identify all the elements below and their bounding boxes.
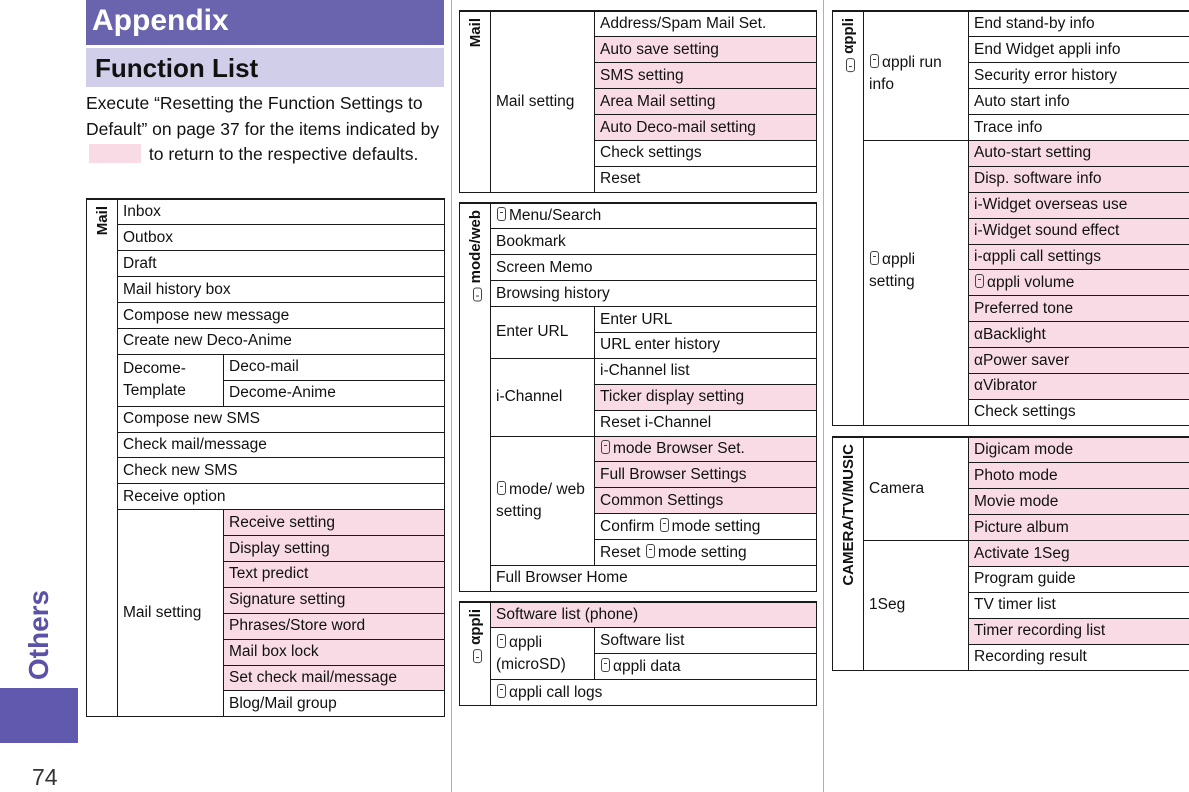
table-cell: End stand-by info	[969, 11, 1189, 37]
mail-function-table	[86, 198, 445, 717]
category-header: mode/web	[460, 203, 491, 591]
table-cell: Set check mail/message	[224, 665, 445, 691]
table-cell: Activate 1Seg	[969, 541, 1189, 567]
table-cell: Reset mode setting	[595, 540, 817, 566]
table-cell: Full Browser Settings	[595, 462, 817, 488]
table-cell: SMS setting	[595, 63, 817, 89]
table-cell: Trace info	[969, 115, 1189, 141]
table-cell: Bookmark	[491, 229, 817, 255]
docomo-i-mode-icon	[601, 440, 610, 454]
table-cell: αppli data	[595, 654, 817, 680]
table-cell: Photo mode	[969, 463, 1189, 489]
table-cell: Compose new SMS	[118, 406, 445, 432]
group-label: Mail setting	[491, 11, 595, 192]
docomo-i-mode-icon	[497, 684, 506, 698]
table-cell: Check new SMS	[118, 458, 445, 484]
table-cell: Ticker display setting	[595, 384, 817, 410]
side-tab	[0, 585, 78, 685]
docomo-i-mode-icon	[975, 274, 984, 288]
table-cell: Program guide	[969, 566, 1189, 592]
table-cell: αVibrator	[969, 373, 1189, 399]
table-cell: Recording result	[969, 644, 1189, 670]
table-cell: Screen Memo	[491, 255, 817, 281]
page-number: 74	[32, 764, 58, 790]
table-cell: Auto start info	[969, 89, 1189, 115]
intro-paragraph	[86, 91, 442, 168]
category-header: αppli	[833, 11, 864, 425]
group-label: Decome-Template	[118, 354, 224, 406]
subsection-title: Function List	[86, 48, 444, 87]
table-cell: mode Browser Set.	[595, 436, 817, 462]
docomo-i-mode-icon	[846, 58, 855, 72]
docomo-i-mode-icon	[646, 544, 655, 558]
table-cell: Address/Spam Mail Set.	[595, 11, 817, 37]
intro-text-2: to return to the respective defaults.	[148, 144, 419, 164]
side-tab-label: Others	[23, 589, 54, 681]
table-cell: Preferred tone	[969, 296, 1189, 322]
table-cell: Timer recording list	[969, 618, 1189, 644]
category-header: αppli	[460, 602, 491, 706]
table-cell: Auto-start setting	[969, 140, 1189, 166]
imode-web-table	[459, 202, 817, 592]
group-label: Camera	[864, 437, 969, 541]
table-cell: i-Channel list	[595, 358, 817, 384]
group-label: αppli run info	[864, 11, 969, 140]
table-cell: Text predict	[224, 561, 445, 587]
table-cell: End Widget appli info	[969, 37, 1189, 63]
table-cell: Outbox	[118, 225, 445, 251]
table-cell: Create new Deco-Anime	[118, 328, 445, 354]
highlight-swatch	[89, 144, 141, 163]
category-header: CAMERA/TV/MUSIC	[833, 437, 864, 670]
table-cell: Disp. software info	[969, 166, 1189, 192]
table-cell: i-αppli call settings	[969, 244, 1189, 270]
group-label: αppli (microSD)	[491, 628, 595, 680]
table-cell: αPower saver	[969, 348, 1189, 374]
table-cell: Auto save setting	[595, 37, 817, 63]
docomo-i-mode-icon	[870, 251, 879, 265]
camera-tv-music-table	[832, 436, 1189, 671]
docomo-i-mode-icon	[497, 634, 506, 648]
table-cell: i-Widget sound effect	[969, 218, 1189, 244]
table-cell: Movie mode	[969, 489, 1189, 515]
group-label: αppli setting	[864, 140, 969, 425]
group-label: 1Seg	[864, 541, 969, 670]
column-divider	[451, 0, 452, 792]
table-cell: αppli volume	[969, 270, 1189, 296]
table-cell: Check mail/message	[118, 432, 445, 458]
table-cell: Security error history	[969, 63, 1189, 89]
table-cell: Draft	[118, 251, 445, 277]
table-cell: Decome-Anime	[224, 380, 445, 406]
table-cell: Confirm mode setting	[595, 514, 817, 540]
group-label: mode/ web setting	[491, 436, 595, 565]
table-cell: αBacklight	[969, 322, 1189, 348]
table-cell: Receive setting	[224, 510, 445, 536]
mail-setting-table	[459, 10, 817, 193]
appli-table	[459, 601, 817, 706]
table-cell: Reset i-Channel	[595, 410, 817, 436]
docomo-i-mode-icon	[497, 207, 506, 221]
table-cell: TV timer list	[969, 592, 1189, 618]
intro-text-1: Execute “Resetting the Function Settings to Default” on page 37 for the items indicated by	[86, 93, 440, 139]
table-cell: Signature setting	[224, 587, 445, 613]
table-cell: Deco-mail	[224, 354, 445, 380]
category-header: Mail	[87, 199, 118, 717]
docomo-i-mode-icon	[660, 518, 669, 532]
table-cell: Auto Deco-mail setting	[595, 115, 817, 141]
side-tab-marker	[0, 688, 78, 743]
table-cell: αppli call logs	[491, 680, 817, 706]
table-cell: Picture album	[969, 515, 1189, 541]
docomo-i-mode-icon	[601, 658, 610, 672]
section-title: Appendix	[86, 0, 444, 45]
column-divider	[823, 0, 824, 792]
group-label: Enter URL	[491, 307, 595, 359]
table-cell: Receive option	[118, 484, 445, 510]
table-cell: Display setting	[224, 536, 445, 562]
table-cell: Enter URL	[595, 307, 817, 333]
table-cell: URL enter history	[595, 332, 817, 358]
table-cell: Mail history box	[118, 277, 445, 303]
table-cell: Common Settings	[595, 488, 817, 514]
table-cell: Phrases/Store word	[224, 613, 445, 639]
docomo-i-mode-icon	[870, 54, 879, 68]
category-header: Mail	[460, 11, 491, 192]
docomo-i-mode-icon	[473, 288, 482, 302]
table-cell: Software list (phone)	[491, 602, 817, 628]
table-cell: Mail box lock	[224, 639, 445, 665]
appli-info-table	[832, 10, 1189, 426]
table-cell: Area Mail setting	[595, 89, 817, 115]
table-cell: Browsing history	[491, 281, 817, 307]
docomo-i-mode-icon	[473, 649, 482, 663]
table-cell: Blog/Mail group	[224, 691, 445, 717]
table-cell: i-Widget overseas use	[969, 192, 1189, 218]
table-cell: Check settings	[595, 140, 817, 166]
group-label: i-Channel	[491, 358, 595, 436]
table-cell: Compose new message	[118, 303, 445, 329]
group-label: Mail setting	[118, 510, 224, 717]
table-cell: Inbox	[118, 199, 445, 225]
docomo-i-mode-icon	[497, 481, 506, 495]
table-cell: Reset	[595, 166, 817, 192]
table-cell: Full Browser Home	[491, 565, 817, 591]
table-cell: Software list	[595, 628, 817, 654]
table-cell: Menu/Search	[491, 203, 817, 229]
table-cell: Digicam mode	[969, 437, 1189, 463]
table-cell: Check settings	[969, 399, 1189, 425]
